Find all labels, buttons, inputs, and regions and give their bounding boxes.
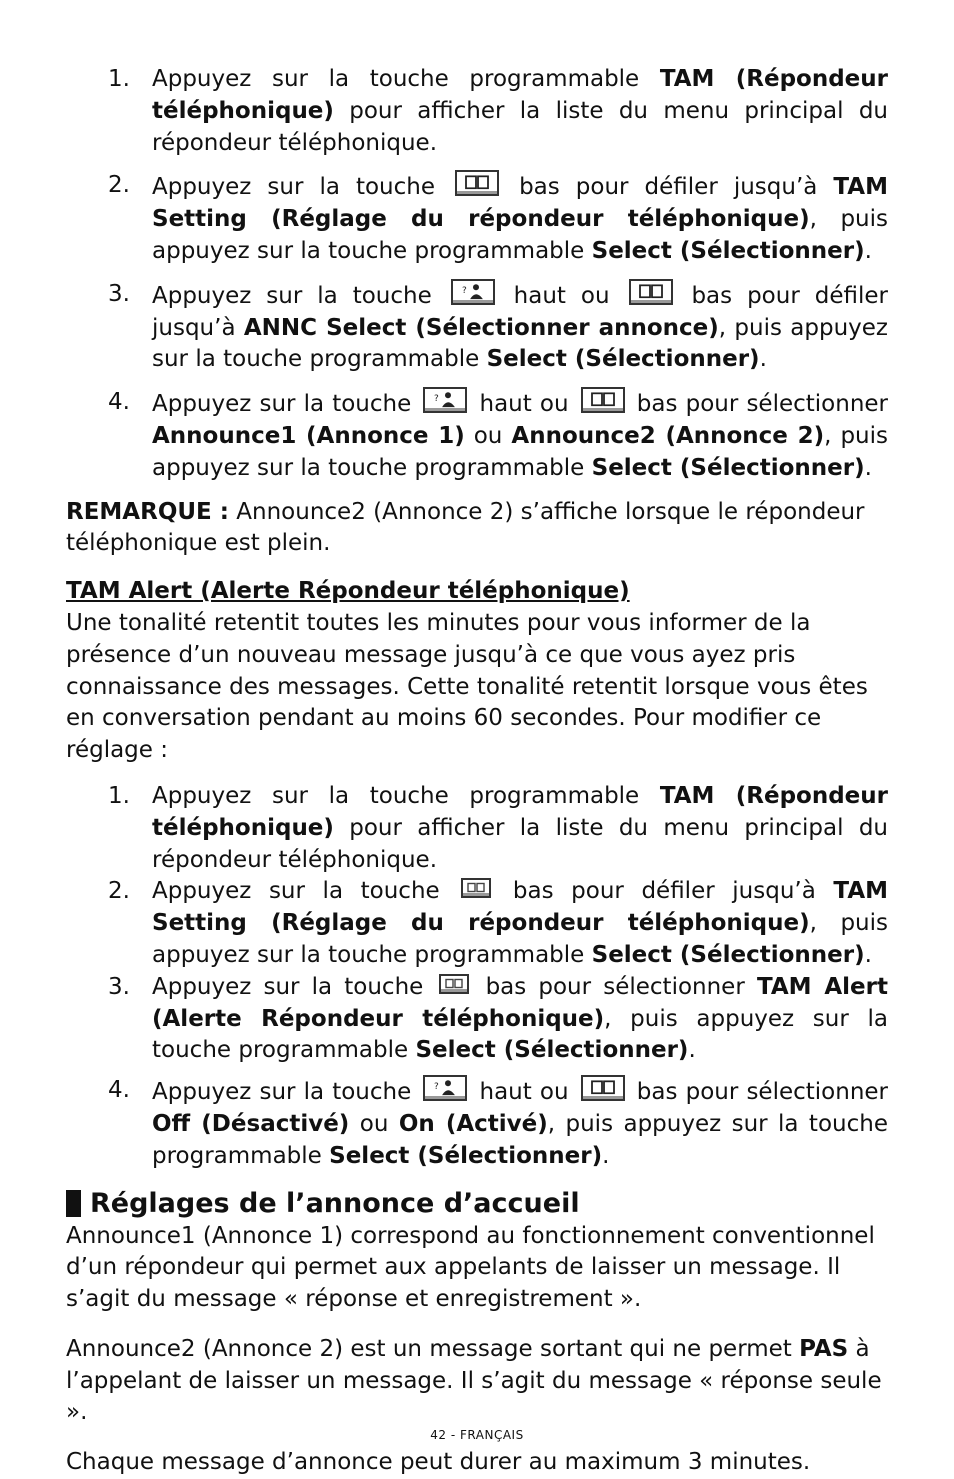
list-item: 3. Appuyez sur la touche bas pour sélectionner TAM Alert (Alerte Répondeur téléphonique), puis appuyez sur la touche programmable Select (Sélectionner). xyxy=(108,973,889,1064)
note: REMARQUE : Announce2 (Annonce 2) s’affiche lorsque le répondeur téléphonique est plein. xyxy=(66,498,865,557)
list-item: 2. Appuyez sur la touche bas pour défiler jusqu’à TAM Setting (Réglage du répondeur téléphonique), puis appuyez sur la touche programmable Select (Sélectionner). xyxy=(108,172,889,264)
list-item: 1. Appuyez sur la touche programmable TAM (Répondeur téléphonique) pour afficher la liste du menu principal du répondeur téléphonique. xyxy=(108,66,888,156)
list-item: 1. Appuyez sur la touche programmable TAM (Répondeur téléphonique) pour afficher la liste du menu principal du répondeur téléphonique. xyxy=(108,782,888,873)
phonebook-down-key-icon xyxy=(439,974,469,994)
greeting-paragraph-2: Announce2 (Annonce 2) est un message sortant qui ne permet PAS à l’appelant de laisser un message. Il s’agit du message « réponse seule ». xyxy=(66,1335,882,1426)
announce-select-steps xyxy=(66,64,888,485)
section-heading xyxy=(66,1187,888,1221)
step-number: 3. xyxy=(108,280,130,307)
list-item: 4. Appuyez sur la touche ? haut ou bas pour sélectionner Off (Désactivé) ou On (Activé), puis appuyez sur la touche programmable Select (Sélectionner). xyxy=(108,1077,888,1169)
phonebook-down-key-icon xyxy=(455,170,499,196)
step-number: 4. xyxy=(108,1077,130,1104)
step-number: 3. xyxy=(108,973,130,1000)
svg-text:?: ? xyxy=(434,394,440,405)
greeting-paragraph-1: Announce1 (Annonce 1) correspond au fonctionnement conventionnel d’un répondeur qui permet aux appelants de laisser un message. Il s’agit du message « réponse et enregistrement ». xyxy=(66,1222,875,1313)
section-title: Réglages de l’annonce d’accueil xyxy=(90,1187,580,1219)
page-footer: 42 - FRANÇAIS xyxy=(430,1428,524,1442)
list-item: 4. Appuyez sur la touche ? haut ou bas pour sélectionner Announce1 (Annonce 1) ou Announce2 (Annonce 2), puis appuyez sur la touche programmable Select (Sélectionner). xyxy=(108,389,889,481)
note-label: REMARQUE : xyxy=(66,498,229,525)
step-number: 1. xyxy=(108,66,130,92)
caller-id-up-key-icon xyxy=(423,387,467,413)
manual-page xyxy=(66,64,888,1479)
phonebook-down-key-icon xyxy=(461,878,491,898)
step-number: 2. xyxy=(108,878,130,905)
greeting-paragraph-3: Chaque message d’annonce peut durer au maximum 3 minutes. xyxy=(66,1449,811,1476)
list-item: 2. Appuyez sur la touche bas pour défiler jusqu’à TAM Setting (Réglage du répondeur téléphonique), puis appuyez sur la touche programmable Select (Sélectionner). xyxy=(108,878,889,968)
tam-alert-steps xyxy=(66,781,888,1173)
tam-alert-heading: TAM Alert (Alerte Répondeur téléphonique) xyxy=(66,578,630,605)
phonebook-down-key-icon xyxy=(581,387,625,413)
phonebook-down-key-icon xyxy=(581,1075,625,1101)
caller-id-up-key-icon xyxy=(451,279,495,305)
svg-text:?: ? xyxy=(461,285,467,296)
step-number: 1. xyxy=(108,782,130,809)
phonebook-down-key-icon xyxy=(629,279,673,305)
tam-alert-body: Une tonalité retentit toutes les minutes pour vous informer de la présence d’un nouveau message jusqu’à ce que vous ayez pris connaissance des messages. Cette tonalité retentit lorsque vous êtes en conversation pendant au moins 60 secondes. Pour modifier ce réglage : xyxy=(66,609,868,764)
caller-id-up-key-icon xyxy=(423,1075,467,1101)
step-number: 4. xyxy=(108,389,130,416)
step-number: 2. xyxy=(108,172,130,199)
section-bullet-icon xyxy=(66,1190,81,1217)
list-item: 3. Appuyez sur la touche ? haut ou bas pour défiler jusqu’à ANNC Select (Sélectionner annonce), puis appuyez sur la touche programmable Select (Sélectionner). xyxy=(108,280,888,373)
svg-text:?: ? xyxy=(434,1082,440,1093)
